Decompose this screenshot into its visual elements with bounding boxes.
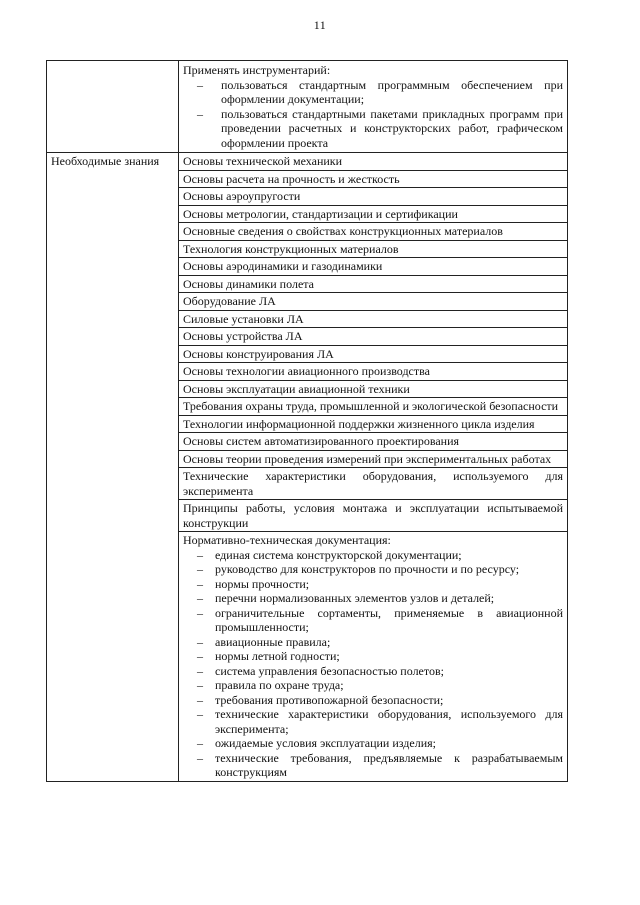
normative-item-text: авиационные правила;: [215, 634, 331, 649]
knowledge-item-text: Основные сведения о свойствах конструкционных материалов: [183, 224, 503, 238]
normative-item: [183, 548, 563, 563]
dash-mark: –: [197, 634, 203, 649]
knowledge-item-text: Основы аэродинамики и газодинамики: [183, 259, 383, 273]
knowledge-item-text: Основы аэроупругости: [183, 189, 301, 203]
knowledge-item: [179, 223, 568, 241]
knowledge-item-text: Технология конструкционных материалов: [183, 241, 399, 256]
knowledge-item: [179, 450, 568, 468]
knowledge-item-text: Основы метрологии, стандартизации и сертификации: [183, 206, 458, 221]
competency-table: [46, 60, 568, 782]
normative-item: [183, 606, 563, 635]
knowledge-item: [179, 205, 568, 223]
normative-item: [183, 751, 563, 780]
skills-intro: Применять инструментарий:: [183, 63, 331, 77]
dash-mark: –: [197, 576, 203, 591]
page-number: 11: [313, 18, 327, 32]
normative-item: [183, 707, 563, 736]
normative-item-text: ожидаемые условия эксплуатации изделия;: [215, 736, 436, 750]
knowledge-label: Необходимые знания: [47, 153, 179, 782]
normative-intro: Нормативно-техническая документация:: [183, 533, 391, 547]
knowledge-item-text: Основы технологии авиационного производства: [183, 364, 430, 378]
dash-mark: –: [197, 750, 203, 765]
skills-item-text: пользоваться стандартным программным обеспечением при оформлении документации;: [221, 77, 563, 106]
normative-item-text: единая система конструкторской документации;: [215, 547, 462, 562]
normative-item-text: руководство для конструкторов по прочности и по ресурсу;: [215, 562, 520, 576]
knowledge-item: [179, 328, 568, 346]
knowledge-item-text: Оборудование ЛА: [183, 294, 276, 308]
knowledge-item: [179, 398, 568, 416]
skills-item-text: пользоваться стандартными пакетами прикладных программ при проведении расчетных и конструкторских работ, графическом оформлении проекта: [221, 106, 563, 150]
normative-item: [183, 649, 563, 664]
knowledge-item-text: Основы динамики полета: [183, 276, 314, 291]
normative-item-text: система управления безопасностью полетов;: [215, 663, 444, 678]
knowledge-item-text: Принципы работы, условия монтажа и эксплуатации испытываемой конструкции: [183, 501, 563, 530]
normative-list: [183, 548, 563, 780]
skills-row: [47, 61, 568, 153]
knowledge-item: [179, 415, 568, 433]
normative-item-text: требования противопожарной безопасности;: [215, 692, 444, 707]
skills-item: [183, 107, 563, 151]
dash-mark: –: [197, 692, 203, 707]
knowledge-item-text: Основы теории проведения измерений при экспериментальных работах: [183, 451, 552, 466]
dash-mark: –: [197, 663, 203, 678]
knowledge-item-text: Технологии информационной поддержки жизненного цикла изделия: [183, 416, 535, 431]
knowledge-item-text: Основы систем автоматизированного проектирования: [183, 434, 460, 448]
dash-mark: –: [197, 591, 203, 605]
dash-mark: –: [197, 547, 203, 562]
dash-mark: –: [197, 649, 203, 663]
knowledge-item-text: Основы эксплуатации авиационной техники: [183, 381, 410, 396]
normative-item: [183, 693, 563, 708]
knowledge-item: [179, 363, 568, 381]
knowledge-item: [179, 380, 568, 398]
normative-item-text: ограничительные сортаменты, применяемые в авиационной промышленности;: [215, 605, 563, 634]
normative-item: [183, 678, 563, 693]
dash-mark: –: [197, 736, 203, 750]
knowledge-item: [179, 433, 568, 451]
knowledge-item-text: Требования охраны труда, промышленной и экологической безопасности: [183, 399, 559, 413]
skills-item: [183, 78, 563, 107]
normative-item: [183, 577, 563, 592]
knowledge-item: [179, 275, 568, 293]
knowledge-row: [47, 153, 568, 171]
skills-cell: [179, 61, 568, 153]
skills-row-label-cell: [47, 61, 179, 153]
normative-item-text: нормы прочности;: [215, 576, 310, 591]
skills-list: [183, 78, 563, 151]
knowledge-item-text: Основы расчета на прочность и жесткость: [183, 171, 400, 186]
dash-mark: –: [197, 106, 203, 121]
normative-item: [183, 664, 563, 679]
knowledge-item-text: Основы конструирования ЛА: [183, 346, 334, 361]
knowledge-item: [179, 500, 568, 532]
knowledge-item-text: Технические характеристики оборудования, используемого для эксперимента: [183, 469, 563, 498]
knowledge-item-text: Основы устройства ЛА: [183, 329, 303, 343]
normative-item-text: правила по охране труда;: [215, 678, 344, 692]
knowledge-item: [179, 345, 568, 363]
normative-item: [183, 736, 563, 751]
normative-item: [183, 635, 563, 650]
knowledge-item-text: Силовые установки ЛА: [183, 311, 304, 326]
knowledge-item: [179, 293, 568, 311]
normative-item: [183, 591, 563, 606]
knowledge-item: [179, 153, 568, 171]
dash-mark: –: [197, 678, 203, 692]
dash-mark: –: [197, 707, 203, 721]
knowledge-item-text: Основы технической механики: [183, 154, 343, 168]
normative-item-text: нормы летной годности;: [215, 649, 340, 663]
knowledge-item: [179, 310, 568, 328]
knowledge-item: [179, 170, 568, 188]
dash-mark: –: [197, 605, 203, 620]
normative-item-text: перечни нормализованных элементов узлов и деталей;: [215, 591, 495, 605]
knowledge-item: [179, 188, 568, 206]
normative-docs-cell: [179, 532, 568, 782]
dash-mark: –: [197, 562, 203, 576]
normative-item-text: технические характеристики оборудования, используемого для эксперимента;: [215, 707, 563, 736]
knowledge-item: [179, 258, 568, 276]
normative-item-text: технические требования, предъявляемые к разрабатываемым конструкциям: [215, 750, 563, 779]
normative-item: [183, 562, 563, 577]
knowledge-item: [179, 468, 568, 500]
knowledge-item: [179, 240, 568, 258]
dash-mark: –: [197, 77, 203, 92]
